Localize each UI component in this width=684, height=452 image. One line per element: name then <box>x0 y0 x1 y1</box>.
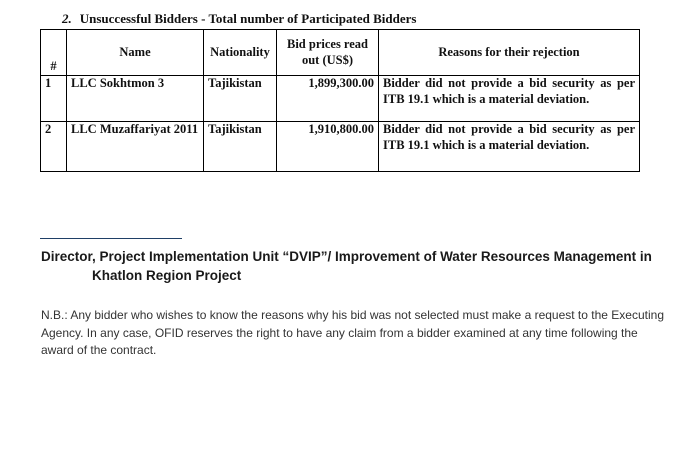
bidder-name: LLC Sokhtmon 3 <box>67 76 204 122</box>
bidder-nationality: Tajikistan <box>204 76 277 122</box>
signature-line <box>40 238 182 239</box>
bid-price: 1,899,300.00 <box>277 76 379 122</box>
table-row <box>41 122 640 172</box>
director-title-line2: Khatlon Region Project <box>92 268 242 283</box>
bidder-nationality: Tajikistan <box>204 122 277 172</box>
section-number: 2. <box>62 11 72 26</box>
rejection-reason: Bidder did not provide a bid security as per ITB 19.1 which is a material deviation. <box>379 122 640 172</box>
rejection-reason: Bidder did not provide a bid security as per ITB 19.1 which is a material deviation. <box>379 76 640 122</box>
section-title: Unsuccessful Bidders - Total number of Participated Bidders <box>79 11 417 26</box>
director-title-line1: Director, Project Implementation Unit “DVIP”/ Improvement of Water Resources Management in <box>41 249 652 264</box>
bidder-name: LLC Muzaffariyat 2011 <box>67 122 204 172</box>
row-number: 1 <box>41 76 67 122</box>
header-nationality: Nationality <box>204 30 277 76</box>
table-row <box>41 76 640 122</box>
nb-note: N.B.: Any bidder who wishes to know the reasons why his bid was not selected must make a request to the Executing Agency. In any case, OFID reserves the right to have any claim from a bidder examined at any time following the award of the contract. <box>41 308 664 357</box>
unsuccessful-bidders-table <box>40 29 640 172</box>
header-name: Name <box>67 30 204 76</box>
row-number: 2 <box>41 122 67 172</box>
director-signature-block <box>41 247 671 285</box>
bid-price: 1,910,800.00 <box>277 122 379 172</box>
header-rejection-reason: Reasons for their rejection <box>379 30 640 76</box>
table-header-row <box>41 30 640 76</box>
header-number: # <box>41 30 67 76</box>
header-bid-price: Bid prices read out (US$) <box>277 30 379 76</box>
section-heading <box>62 11 416 27</box>
